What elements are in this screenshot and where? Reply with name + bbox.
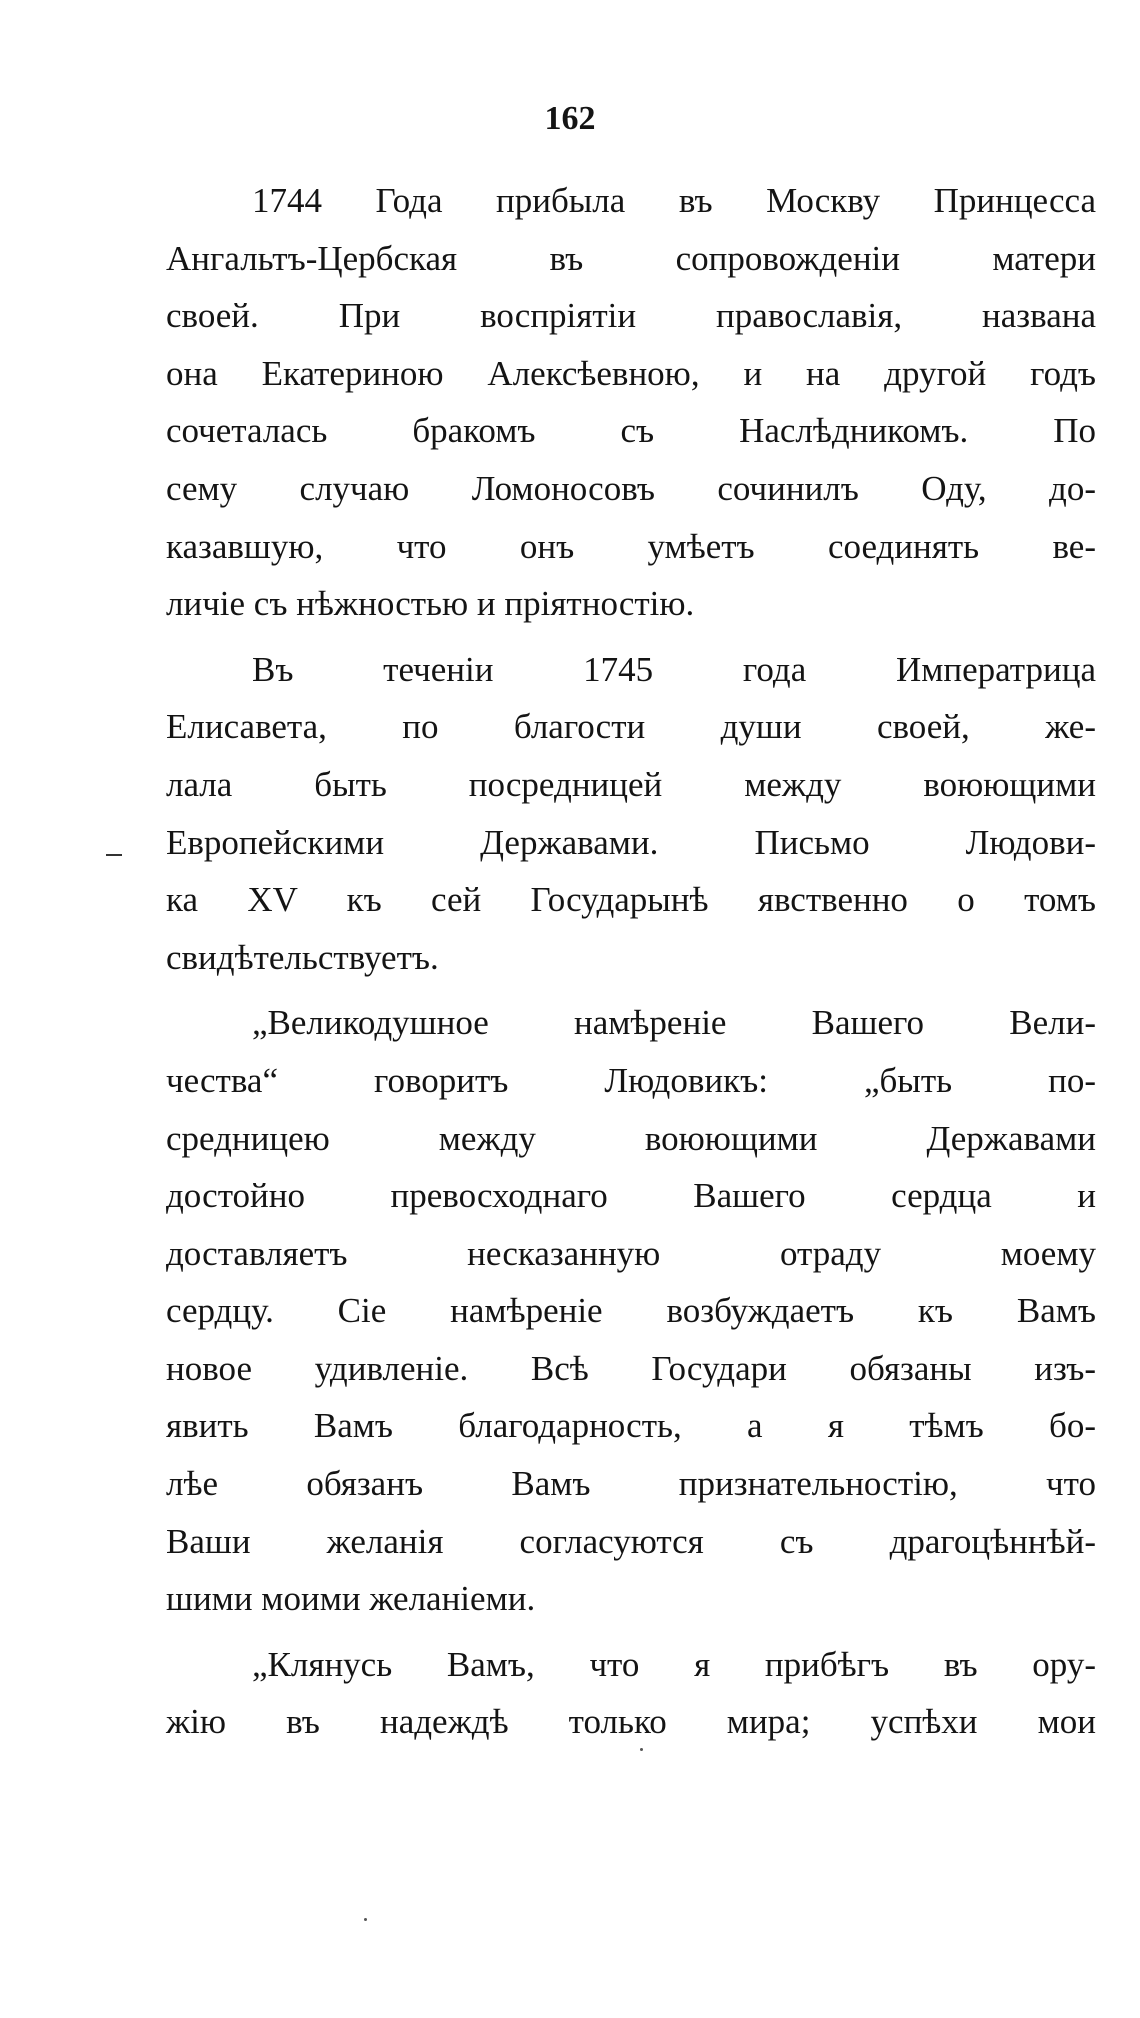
text-line: Въ теченіи 1745 года Императрица — [252, 649, 1096, 689]
body-text — [166, 172, 1096, 1751]
text-line: своей. При воспріятіи православія, названа — [166, 296, 1096, 336]
print-speck — [640, 1748, 643, 1751]
print-speck — [364, 1918, 367, 1921]
text-line: она Екатериною Алексѣевною, и на другой годъ — [166, 353, 1096, 393]
text-line: личіе съ нѣжностью и пріятностію. — [166, 584, 695, 624]
text-line: Ангальтъ-Цербская въ сопровожденіи матери — [166, 238, 1096, 278]
text-line: Ваши желанія согласуются съ драгоцѣннѣй- — [166, 1521, 1096, 1561]
text-line: свидѣтельствуетъ. — [166, 937, 439, 977]
text-line: доставляетъ несказанную отраду моему — [166, 1233, 1096, 1273]
text-line: новое удивленіе. Всѣ Государи обязаны изъ- — [166, 1348, 1096, 1388]
text-line: лѣе обязанъ Вамъ признательностію, что — [166, 1464, 1096, 1504]
text-line: явить Вамъ благодарность, а я тѣмъ бо- — [166, 1406, 1096, 1446]
text-line: жію въ надеждѣ только мира; успѣхи мои — [166, 1702, 1096, 1742]
text-line: Европейскими Державами. Письмо Людови- — [166, 822, 1096, 862]
text-line: „Клянусь Вамъ, что я прибѣгъ въ ору- — [252, 1644, 1096, 1684]
text-line: сердцу. Сіе намѣреніе возбуждаетъ къ Вамъ — [166, 1291, 1096, 1331]
page-number: 162 — [544, 100, 596, 137]
text-line: лала быть посредницей между воюющими — [166, 764, 1096, 804]
text-line: казавшую, что онъ умѣетъ соединять ве- — [166, 526, 1096, 566]
text-line: сочеталась бракомъ съ Наслѣдникомъ. По — [166, 411, 1096, 451]
text-line: сему случаю Ломоносовъ сочинилъ Оду, до- — [166, 468, 1096, 508]
text-line: Елисавета, по благости души своей, же- — [166, 707, 1096, 747]
text-line: средницею между воюющими Державами — [166, 1118, 1096, 1158]
text-line: достойно превосходнаго Вашего сердца и — [166, 1176, 1096, 1216]
text-line: ка XV къ сей Государынѣ явственно о томъ — [166, 880, 1096, 920]
text-line: шими моими желаніеми. — [166, 1579, 536, 1619]
margin-mark — [106, 854, 122, 856]
text-line: 1744 Года прибыла въ Москву Принцесса — [252, 181, 1096, 220]
text-line: „Великодушное намѣреніе Вашего Вели- — [252, 1003, 1096, 1043]
text-line: чества“ говоритъ Людовикъ: „быть по- — [166, 1060, 1096, 1100]
